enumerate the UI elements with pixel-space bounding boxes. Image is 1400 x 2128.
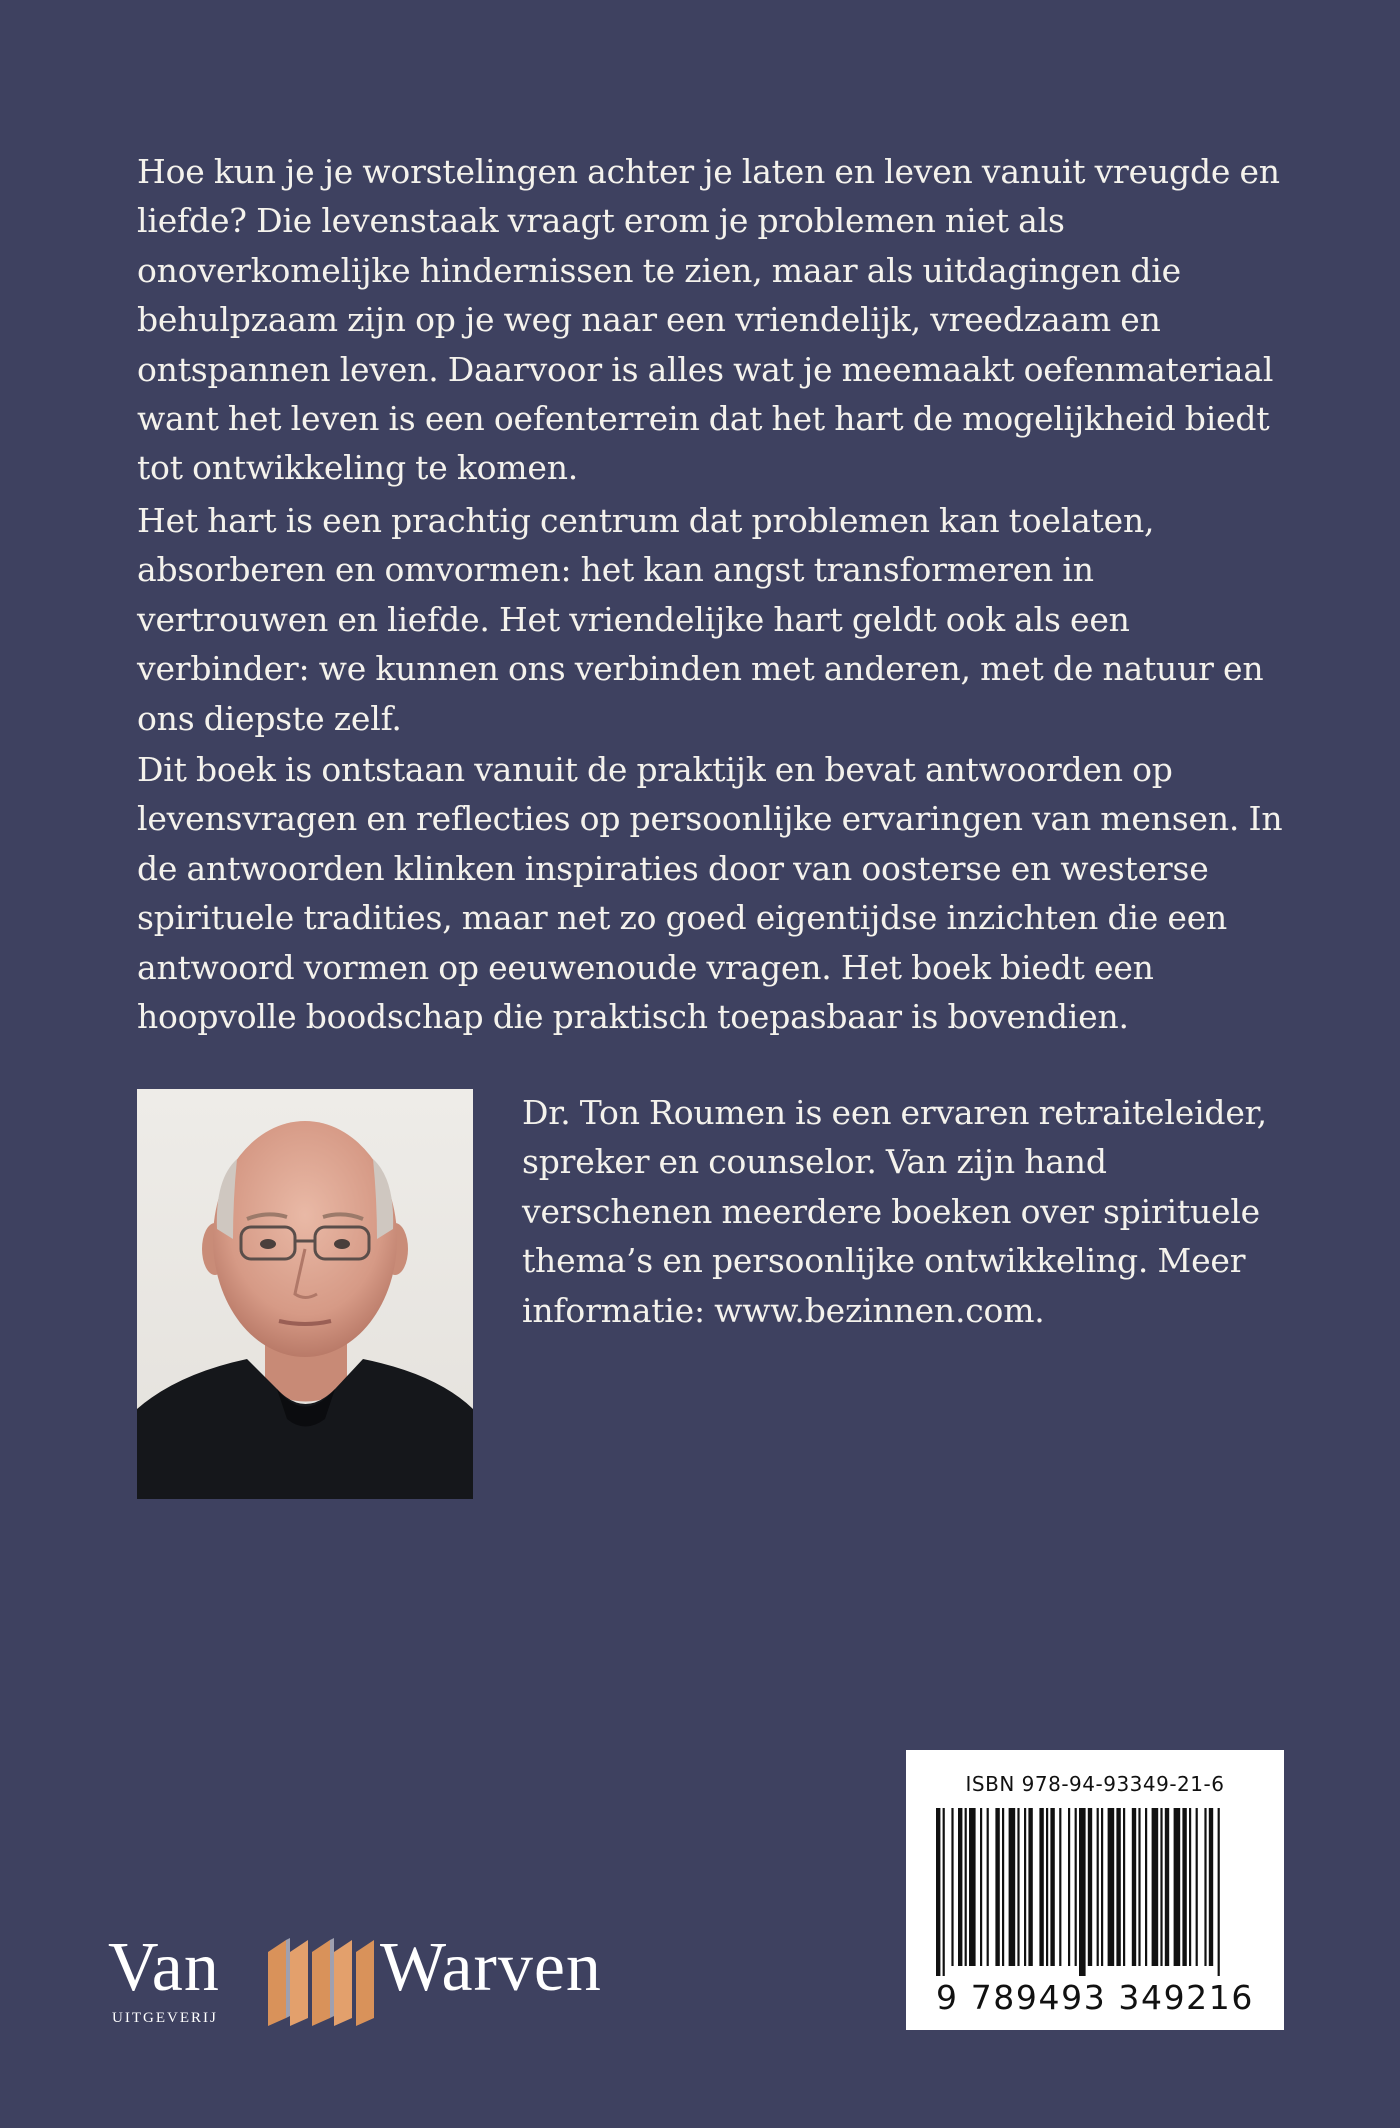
barcode-bar bbox=[1088, 1808, 1092, 1966]
barcode-bar bbox=[1204, 1808, 1206, 1966]
blurb-paragraph-1: Hoe kun je je worstelingen achter je laten en leven vanuit vreugde en liefde? Die levenstaak vraagt erom je problemen niet als onoverkomelijke hindernissen te zien, maar als uitdagingen die behulpzaam zijn op je weg naar een vriendelijk, vreedzaam en ontspannen leven. Daarvoor is alles wat je meemaakt oefenmateriaal want het leven is een oefenterrein dat het hart de mogelijkheid biedt tot ontwikkeling te komen. bbox=[137, 152, 1280, 488]
barcode-bar bbox=[1075, 1808, 1077, 1966]
blurb-paragraph-2: Het hart is een prachtig centrum dat problemen kan toelaten, absorberen en omvormen: het kan angst transformeren in vertrouwen en liefde. Het vriendelijke hart geldt ook als een verbinder: we kunnen ons verbinden met anderen, met de natuur en ons diepste zelf. bbox=[137, 501, 1264, 738]
barcode-bar bbox=[1116, 1808, 1120, 1966]
barcode-bar bbox=[1050, 1808, 1054, 1966]
isbn-barcode bbox=[906, 1750, 1284, 2030]
barcode-bar bbox=[1145, 1808, 1147, 1966]
publisher-name-part-1: Van bbox=[108, 1929, 220, 2006]
barcode-bar bbox=[987, 1808, 989, 1966]
barcode-bar bbox=[1097, 1808, 1099, 1966]
barcode-bar bbox=[936, 1808, 940, 1976]
publisher-mark-icon bbox=[266, 1934, 376, 2026]
publisher-name-part-2: Warven bbox=[380, 1929, 602, 2006]
isbn-label: ISBN 978-94-93349-21-6 bbox=[965, 1772, 1225, 1796]
barcode-bar bbox=[1196, 1808, 1198, 1966]
barcode-bar bbox=[1002, 1808, 1004, 1966]
barcode-bar bbox=[1160, 1808, 1162, 1966]
barcode-bar bbox=[1182, 1808, 1186, 1966]
barcode-bar bbox=[1108, 1808, 1115, 1966]
barcode-bar bbox=[1218, 1808, 1220, 1976]
barcode-bar bbox=[1059, 1808, 1061, 1966]
barcode-bar bbox=[1174, 1808, 1181, 1966]
barcode-digits: 9 789493 349216 bbox=[936, 1978, 1254, 2017]
barcode-bar bbox=[1132, 1808, 1136, 1966]
barcode-bar bbox=[1209, 1808, 1213, 1966]
barcode-bar bbox=[1123, 1808, 1125, 1966]
barcode-bar bbox=[1189, 1808, 1191, 1966]
barcode-bar bbox=[995, 1808, 999, 1966]
barcode-bars bbox=[934, 1808, 1256, 1976]
barcode-bar bbox=[1017, 1808, 1019, 1966]
author-bio: Dr. Ton Roumen is een ervaren retraiteleider, spreker en counselor. Van zijn hand verschenen meerdere boeken over spirituele thema’s en persoonlijke ontwikkeling. Meer informatie: www.bezinnen.com. bbox=[522, 1093, 1267, 1330]
barcode-bar bbox=[1165, 1808, 1169, 1966]
publisher-subtitle: UITGEVERIJ bbox=[112, 2010, 218, 2026]
barcode-bar bbox=[1101, 1808, 1103, 1966]
barcode-bar bbox=[1028, 1808, 1032, 1966]
barcode-bar bbox=[1138, 1808, 1140, 1966]
barcode-bar bbox=[1079, 1808, 1086, 1976]
barcode-bar bbox=[1152, 1808, 1159, 1966]
barcode-bar bbox=[1039, 1808, 1043, 1966]
publisher-logo bbox=[108, 1928, 688, 2048]
barcode-bar bbox=[958, 1808, 962, 1966]
barcode-bar bbox=[943, 1808, 945, 1976]
author-portrait-image bbox=[137, 1089, 473, 1499]
barcode-bar bbox=[951, 1808, 953, 1966]
barcode-bar bbox=[1046, 1808, 1048, 1966]
barcode-bar bbox=[1068, 1808, 1070, 1966]
blurb-paragraph-3: Dit boek is ontstaan vanuit de praktijk en bevat antwoorden op levensvragen en reflecties op persoonlijke ervaringen van mensen. In de antwoorden klinken inspiraties door van oosterse en westerse spirituele tradities, maar net zo goed eigentijdse inzichten die een antwoord vormen op eeuwenoude vragen. Het boek biedt een hoopvolle boodschap die praktisch toepasbaar is bovendien. bbox=[137, 750, 1283, 1037]
barcode-bar bbox=[1024, 1808, 1026, 1966]
barcode-bar bbox=[965, 1808, 967, 1966]
barcode-bar bbox=[980, 1808, 982, 1966]
barcode-bar bbox=[969, 1808, 976, 1966]
author-photo bbox=[137, 1089, 473, 1499]
barcode-bar bbox=[1009, 1808, 1016, 1966]
